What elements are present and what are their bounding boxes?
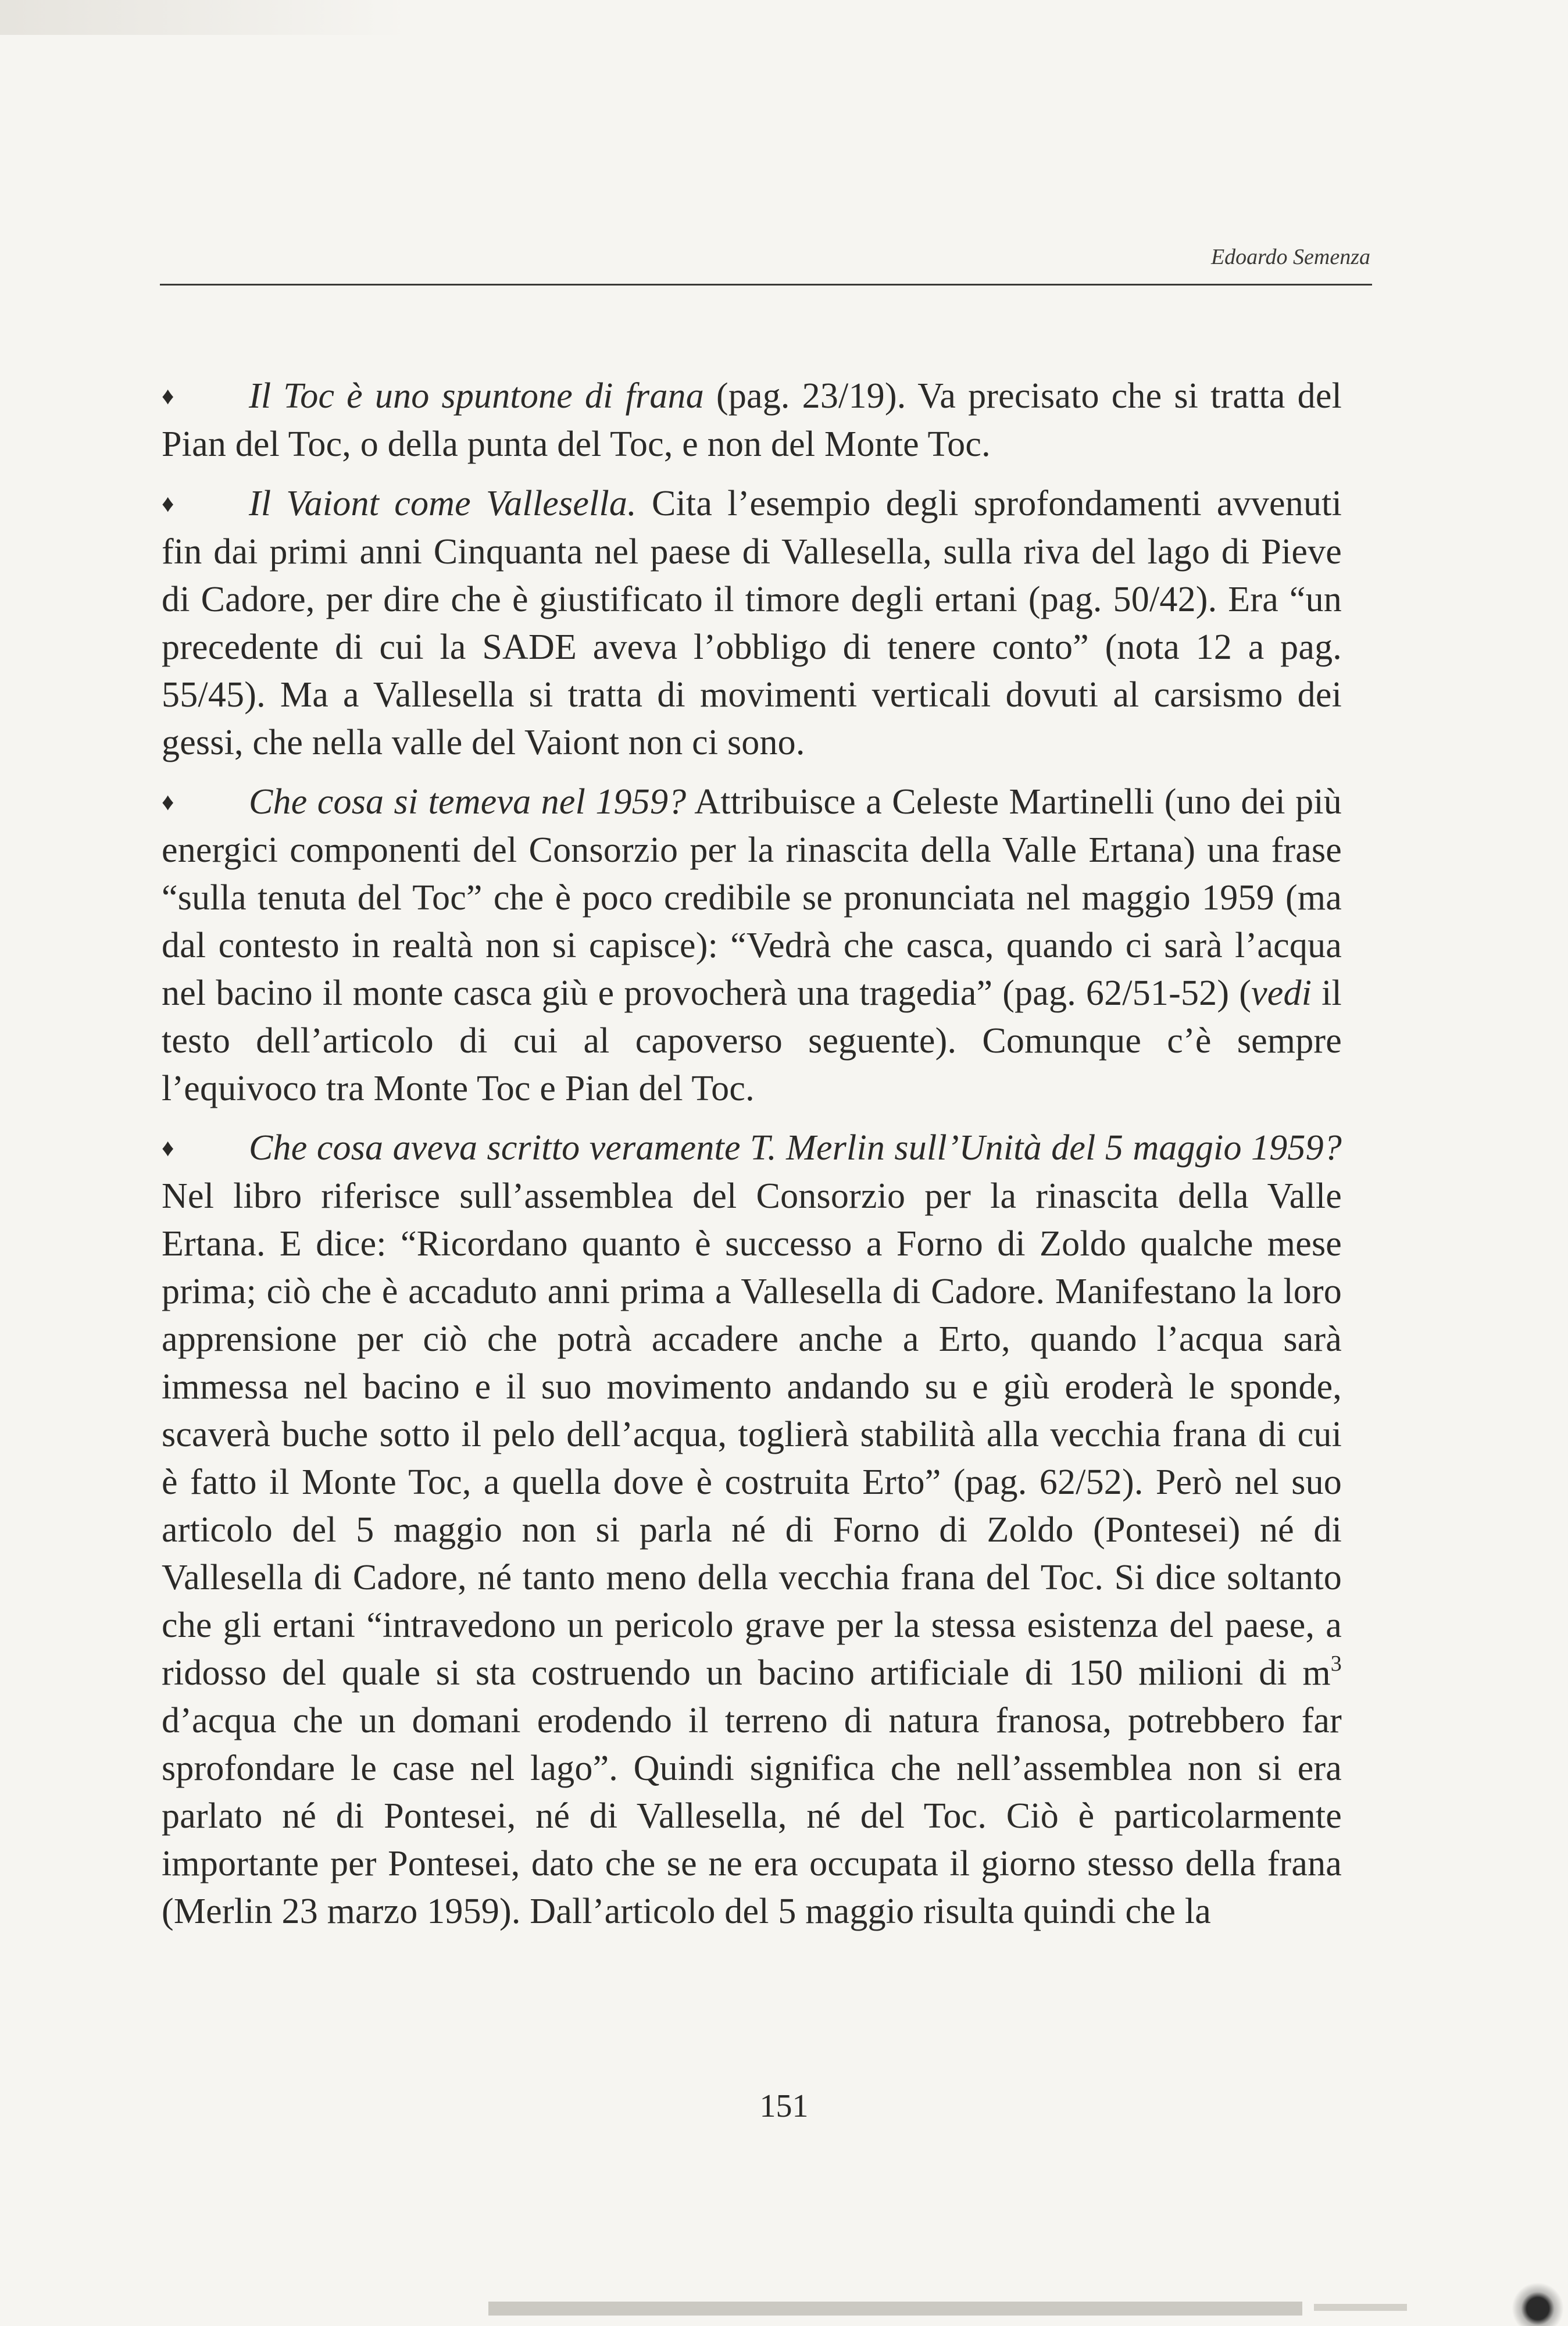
paragraph-text: Cita l’esempio degli sprofondamenti avvenuti fin dai primi anni Cinquanta nel paese di Vallesella, sulla riva del lago di Pieve di Cadore, per dire che è giustificato il timore degli ertani (pag. 50/42). Era “un precedente di cui la SADE aveva l’obbligo di tenere conto” (nota 12 a pag. 55/45). Ma a Vallesella si tratta di movimenti verticali dovuti al carsismo dei gessi, che nella valle del Vaiont non ci sono. [162, 484, 1342, 762]
paragraph-text-continued: il testo dell’articolo di cui al capoverso seguente). Comunque c’è sempre l’equivoco tra Monte Toc e Pian del Toc. [162, 973, 1342, 1108]
superscript-cubic: 3 [1330, 1651, 1342, 1676]
paragraph-text: Nel libro riferisce sull’assemblea del Consorzio per la rinascita della Valle Ertana. E dice: “Ricordano quanto è successo a Forno di Zoldo qualche mese prima; ciò che è accaduto anni prima a Vallesella di Cadore. Manifestano la loro apprensione per ciò che potrà accadere anche a Erto, quando l’acqua sarà immessa nel bacino e il suo movimento andando su e giù eroderà le sponde, scaverà buche sotto il pelo dell’acqua, toglierà stabilità alla vecchia frana di cui è fatto il Monte Toc, a quella dove è costruita Erto” (pag. 62/52). Però nel suo articolo del 5 maggio non si parla né di Forno di Zoldo (Pontesei) né di Vallesella di Cadore, né tanto meno della vecchia frana del Toc. Si dice soltanto che gli ertani “intravedono un pericolo grave per la stessa esistenza del paese, a ridosso del quale si sta costruendo un bacino artificiale di 150 milioni di m [162, 1176, 1342, 1693]
paragraph-text: Attribuisce a Celeste Martinelli (uno dei più energici componenti del Consorzio per la rinascita della Valle Ertana) una frase “sulla tenuta del Toc” che è poco credibile se pronunciata nel maggio 1959 (ma dal contesto in realtà non si capisce): “Vedrà che casca, quando ci sarà l’acqua nel bacino il monte casca giù e provocherà una tragedia” (pag. 62/51-52) ( [162, 782, 1342, 1013]
paragraph-merlin-unita [162, 1124, 1342, 1935]
paragraph-title: Che cosa si temeva nel 1959? [249, 782, 687, 822]
page-edge-shadow-bottom-right [1314, 2304, 1407, 2311]
bullet-diamond-icon: ♦ [162, 1135, 174, 1162]
paragraph-text: (pag. 23/19). Va precisato che si tratta del Pian del Toc, o della punta del Toc, e non del Monte Toc. [162, 376, 1342, 464]
corner-shadow [1512, 2282, 1564, 2326]
running-header-author: Edoardo Semenza [1210, 245, 1370, 269]
paragraph-emphasis: vedi [1251, 973, 1312, 1013]
bullet-diamond-icon: ♦ [162, 491, 174, 518]
paragraph-title: Il Toc è uno spuntone di frana [249, 376, 704, 416]
bullet-diamond-icon: ♦ [162, 789, 174, 816]
bullet-diamond-icon: ♦ [162, 383, 174, 410]
paragraph-cosa-si-temeva [162, 778, 1342, 1112]
page-edge-shadow-bottom [488, 2302, 1302, 2316]
paragraph-title: Il Vaiont come Vallesella. [249, 484, 637, 523]
page-edge-shadow [0, 0, 407, 35]
header-rule [160, 284, 1372, 286]
page-number: 151 [759, 2088, 809, 2124]
paragraph-vaiont-vallesella [162, 480, 1342, 766]
paragraph-text-continued: d’acqua che un domani erodendo il terreno di natura franosa, potrebbero far sprofondare le case nel lago”. Quindi significa che nell’assemblea non si era parlato né di Pontesei, né di Vallesella, né del Toc. Ciò è particolarmente importante per Pontesei, dato che se ne era occupata il giorno stesso della frana (Merlin 23 marzo 1959). Dall’articolo del 5 maggio risulta quindi che la [162, 1701, 1342, 1931]
paragraph-toc-spuntone [162, 372, 1342, 468]
paragraph-title: Che cosa aveva scritto veramente T. Merlin sull’Unità del 5 maggio 1959? [249, 1128, 1342, 1168]
body-text [162, 372, 1342, 1947]
